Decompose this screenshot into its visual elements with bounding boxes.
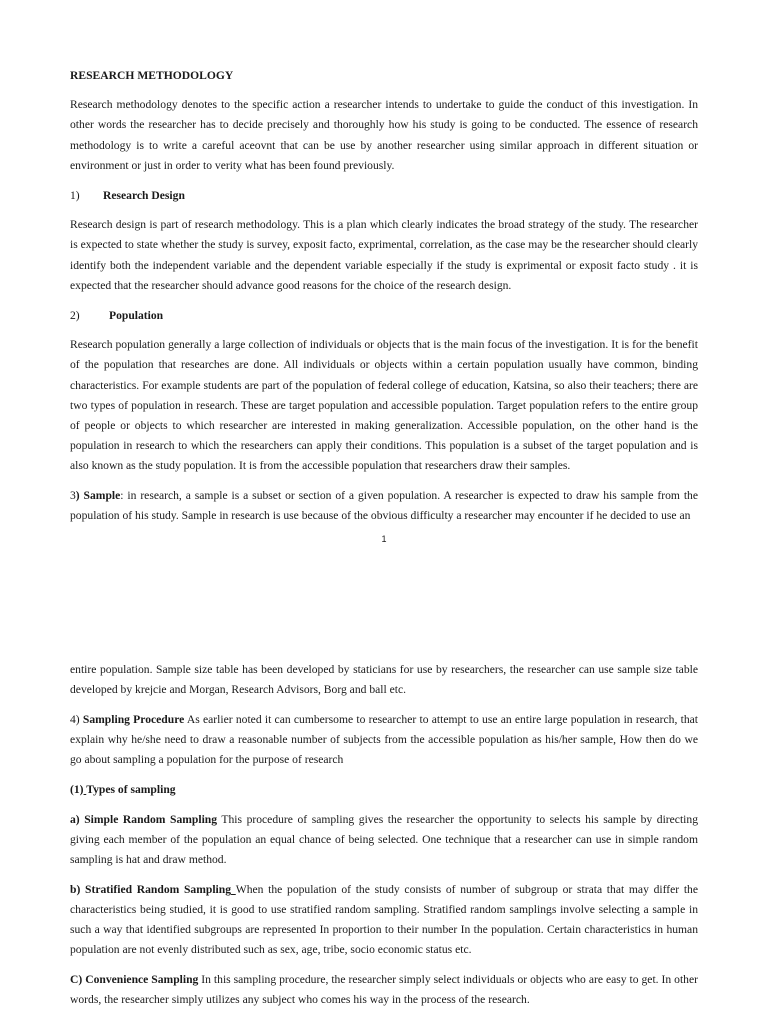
section-heading-research-design [70, 186, 698, 206]
document-page-1 [70, 66, 698, 536]
item-body: In this sampling procedure, the researcher simply select individuals or objects who are easy to get. In other words, the researcher simply utilizes any subject who comes his way in the process of the research. [70, 973, 698, 1007]
convenience-sampling-paragraph [70, 970, 698, 1010]
item-heading: C) Convenience Sampling [70, 973, 199, 987]
types-label: Types of sampling [86, 783, 176, 797]
simple-random-sampling-paragraph [70, 810, 698, 871]
page-title: RESEARCH METHODOLOGY [70, 69, 234, 82]
section-heading-population [70, 306, 698, 326]
item-body: When the population of the study consists of number of subgroup or strata that may differ the characteristics being studied, it is good to use stratified random sampling. Stratified random samplings involve selecting a sample in such a way that identified subgroups are represented In proportion to their number In the population. Certain characteristics in human population are not evenly distributed such as sex, age, tribe, socio economic status etc. [70, 882, 698, 957]
population-paragraph: Research population generally a large collection of individuals or objects that is the main focus of the investigation. It is for the benefit of the population that researches are done. All individuals or objects within a certain population usually have common, binding characteristics. For example students are part of the population of federal college of education, Katsina, so also their teachers; there are two types of population in research. These are target population and accessible population. Target population refers to the entire group of people or objects to which researcher are interested in making generalization. Accessible population, on the other hand is the population in research to which the researchers can apply their conditions. This population is a subset of the target population and is also known as the study population. It is from the accessible population that researchers draw their samples. [70, 338, 698, 473]
page-number: 1 [381, 534, 387, 544]
item-body: This procedure of sampling gives the researcher the opportunity to selects his sample by directing giving each member of the population an equal chance of being selected. One technique that a researcher can use in simple random sampling is hat and draw method. [70, 812, 698, 867]
section-number: 3 [70, 489, 76, 503]
stratified-random-sampling-paragraph [70, 880, 698, 961]
research-design-paragraph: Research design is part of research methodology. This is a plan which clearly indicates the broad strategy of the study. The researcher is expected to state whether the study is survey, exposit facto, exprimental, correlation, as the case may be the researcher should clearly identify both the independent variable and the dependent variable especially if the study is exprimental or exposit facto study . it is expected that the researcher should advance good reasons for the choice of the research design. [70, 218, 698, 292]
sample-body: : in research, a sample is a subset or section of a given population. A researcher is expected to draw his sample from the population of his study. Sample in research is use because of the obvious difficulty a researcher may encounter if he decided to use an [70, 489, 698, 523]
sampling-procedure-paragraph [70, 710, 698, 771]
section-heading-label: ) Sample [75, 489, 121, 503]
sample-paragraph [70, 486, 698, 526]
section-heading-label: Sampling Procedure [82, 712, 185, 726]
intro-paragraph: Research methodology denotes to the specific action a researcher intends to undertake to guide the conduct of this investigation. In other words the researcher has to decide precisely and thoroughly how his study is going to be conducted. The essence of research methodology is to write a careful aceovnt that can be use by another researcher using similar approach in different situation or environment or just in order to verity what has been found previously. [70, 98, 698, 172]
document-page-2 [70, 660, 698, 1020]
item-heading: b) Stratified Random Sampling [70, 882, 232, 896]
section-number: 1) [70, 188, 80, 202]
section-number: 2) [70, 308, 80, 322]
continuation-paragraph: entire population. Sample size table has been developed by staticians for use by researchers, the researcher can use sample size table developed by krejcie and Morgan, Research Advisors, Borg and ball etc. [70, 663, 698, 697]
item-heading: a) Simple Random Sampling [70, 812, 218, 826]
sampling-procedure-body: As earlier noted it can cumbersome to researcher to attempt to use an entire large population in research, that explain why he/she need to draw a reasonable number of subjects from the accessible population as his/her sample, How then do we go about sampling a population for the purpose of research [70, 712, 698, 767]
section-heading-label: Research Design [103, 188, 185, 202]
types-number: (1) [70, 783, 84, 797]
section-number: 4) [70, 712, 83, 726]
section-heading-label: Population [109, 308, 164, 322]
types-of-sampling-heading [70, 780, 698, 800]
